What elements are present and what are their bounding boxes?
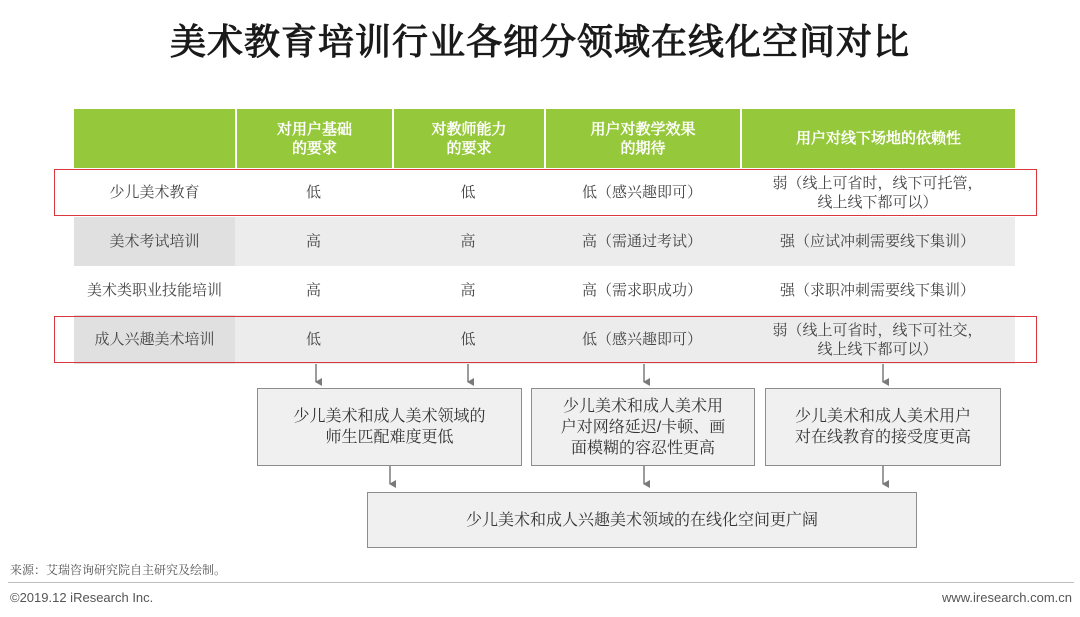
table-cell: 低（感兴趣即可）: [544, 315, 740, 364]
row-label: 美术考试培训: [74, 217, 235, 266]
header-text: 用户对线下场地的依赖性: [795, 130, 961, 147]
table-cell: 低: [392, 168, 544, 217]
final-conclusion-box: [367, 492, 917, 548]
table-cell: 低（感兴趣即可）: [544, 168, 740, 217]
table-cell: 低: [235, 315, 392, 364]
table-cell: 低: [392, 315, 544, 364]
header-text: 用户对教学效果 的期待: [590, 120, 696, 157]
cell-text: 弱（线上可省时，线下可社交， 线上线下都可以）: [772, 321, 983, 358]
table-cell: 高（需求职成功）: [544, 266, 740, 315]
page-title: 美术教育培训行业各细分领域在线化空间对比: [169, 21, 910, 62]
header-text: 对用户基础 的要求: [276, 120, 352, 157]
cell-text: 弱（线上可省时，线下可托管， 线上线下都可以）: [772, 174, 983, 211]
table-cell: 低: [235, 168, 392, 217]
header-text: 对教师能力 的要求: [431, 120, 507, 157]
conclusion-box-tolerance: [531, 388, 755, 466]
box-text: 少儿美术和成人美术用户 对在线教育的接受度更高: [794, 408, 971, 446]
box-text: 少儿美术和成人兴趣美术领域的在线化空间更广阔: [465, 511, 818, 529]
source-note: 来源：艾瑞咨询研究院自主研究及绘制。: [10, 563, 227, 577]
row-label: 成人兴趣美术培训: [74, 315, 235, 364]
table-cell: 高: [392, 266, 544, 315]
copyright: ©2019.12 iResearch Inc.: [10, 590, 154, 605]
website: www.iresearch.com.cn: [941, 590, 1072, 605]
conclusion-box-acceptance: [765, 388, 1001, 466]
table-cell: 强（应试冲刺需要线下集训）: [740, 217, 1015, 266]
table-cell: 高（需通过考试）: [544, 217, 740, 266]
table-cell: 高: [235, 217, 392, 266]
conclusion-box-matching: [257, 388, 522, 466]
row-label: 美术类职业技能培训: [74, 266, 235, 315]
box-text: 少儿美术和成人美术领域的 师生匹配难度更低: [293, 408, 486, 446]
table-cell: 高: [392, 217, 544, 266]
row-label: 少儿美术教育: [74, 168, 235, 217]
table-cell: 高: [235, 266, 392, 315]
box-text: 少儿美术和成人美术用 户对网络延迟/卡顿、画 面模糊的容忍性更高: [560, 397, 726, 457]
table-cell: 强（求职冲刺需要线下集训）: [740, 266, 1015, 315]
footer-divider: [8, 582, 1074, 583]
